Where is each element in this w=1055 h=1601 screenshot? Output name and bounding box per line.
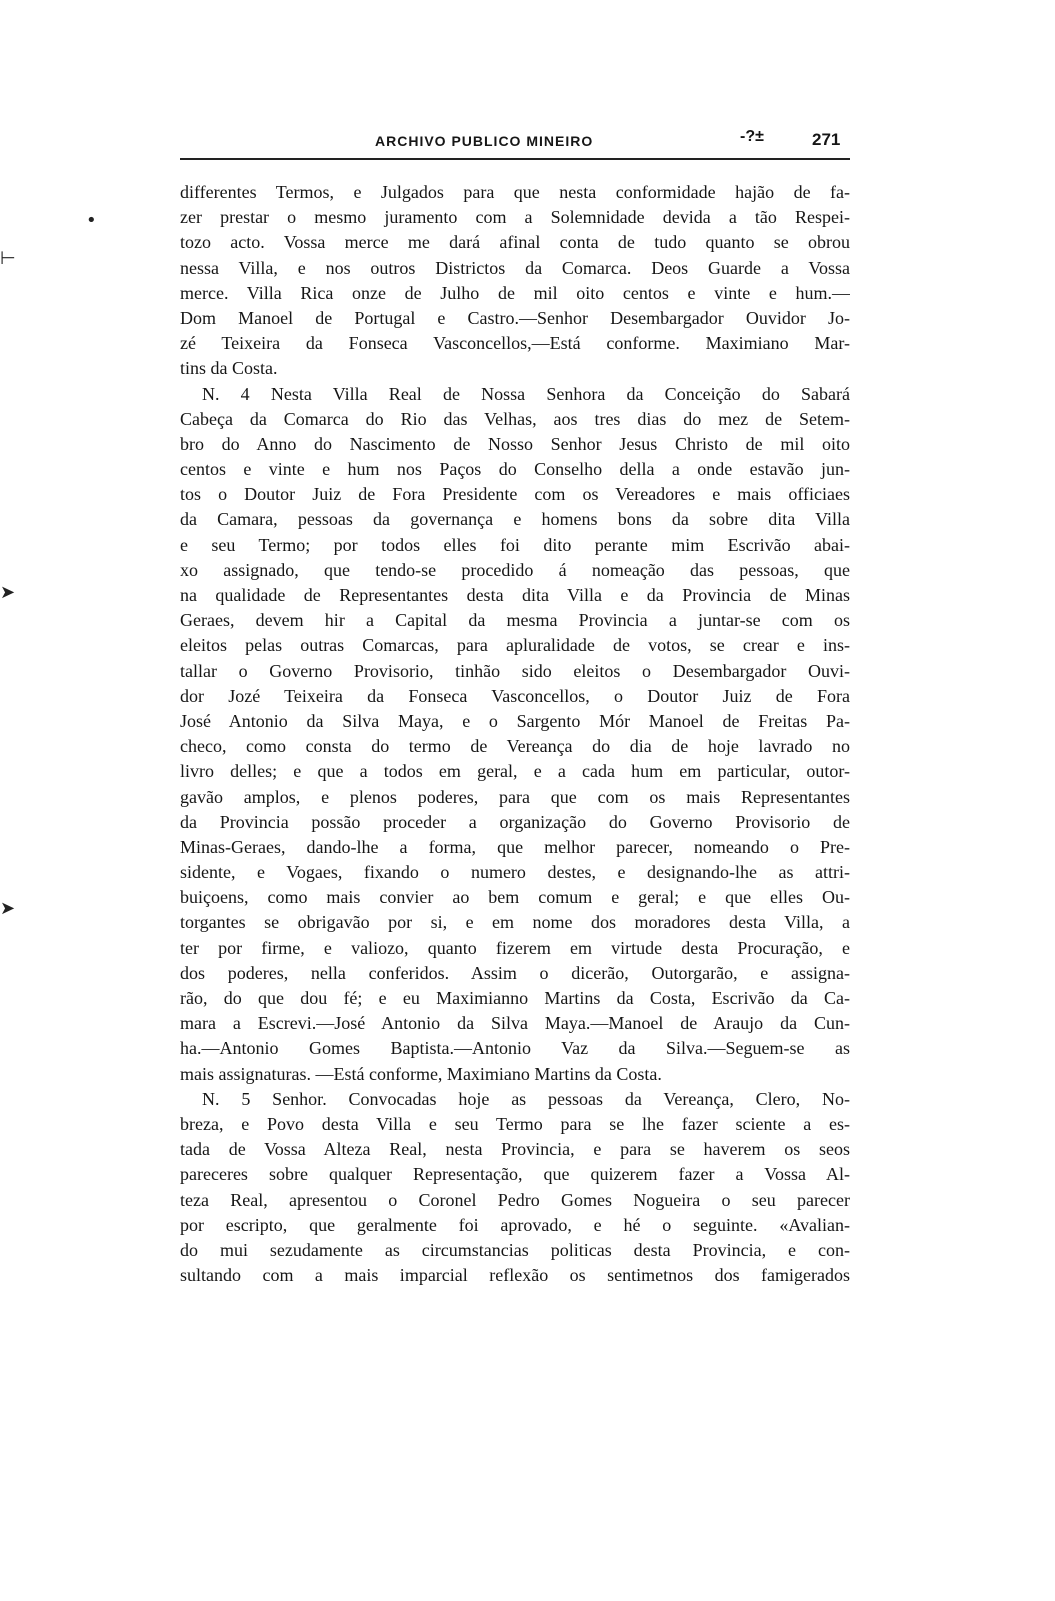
text-line: dor Jozé Teixeira da Fonseca Vasconcellos, o Doutor Juiz de Fora <box>180 685 850 706</box>
header-rule <box>180 158 850 160</box>
margin-tick-icon: ⊢ <box>0 248 16 269</box>
text-line: teza Real, apresentou o Coronel Pedro Gomes Nogueira o seu parecer <box>180 1189 850 1210</box>
text-line: Cabeça da Comarca do Rio das Velhas, aos tres dias do mez de Setem- <box>180 408 850 429</box>
text-line: breza, e Povo desta Villa e seu Termo para se lhe fazer sciente a es- <box>180 1113 850 1134</box>
margin-dot-icon: • <box>86 210 97 231</box>
text-line: tozo acto. Vossa merce me dará afinal conta de tudo quanto se obrou <box>180 232 850 253</box>
text-line: checo, como consta do termo de Vereança do dia de hoje lavrado no <box>180 736 850 757</box>
text-line: livro delles; e que a todos em geral, e a cada hum em particular, outor- <box>180 761 850 782</box>
text-line: torgantes se obrigavão por si, e em nome dos moradores desta Villa, a <box>180 912 850 933</box>
text-line: dos poderes, nella conferidos. Assim o dicerão, Outorgarão, e assigna- <box>180 962 850 983</box>
running-title: ARCHIVO PUBLICO MINEIRO <box>375 133 594 149</box>
text-line: merce. Villa Rica onze de Julho de mil oito centos e vinte e hum.— <box>180 282 850 303</box>
margin-arrow-icon: ➤ <box>0 898 16 919</box>
page-number: 271 <box>812 130 841 149</box>
text-line: mais assignaturas. —Está conforme, Maximiano Martins da Costa. <box>180 1063 662 1084</box>
page-header <box>180 128 850 158</box>
text-line: sultando com a mais imparcial reflexão os sentimetnos dos famigerados <box>180 1265 850 1286</box>
text-line: gavão amplos, e plenos poderes, para que com os mais Representantes <box>180 786 850 807</box>
text-line: nessa Villa, e nos outros Districtos da Comarca. Deos Guarde a Vossa <box>180 257 850 278</box>
text-line: pareceres sobre qualquer Representação, que quizerem fazer a Vossa Al- <box>180 1164 850 1185</box>
text-line: bro do Anno do Nascimento de Nosso Senhor Jesus Christo de mil oito <box>180 433 850 454</box>
text-line: tada de Vossa Alteza Real, nesta Provincia, e para se haverem os seos <box>180 1139 850 1160</box>
text-line: centos e vinte e hum nos Paços do Conselho della a onde estavão jun- <box>180 459 850 480</box>
header-mark: -?± <box>740 128 764 145</box>
text-line: do mui sezudamente as circumstancias politicas desta Provincia, e con- <box>180 1239 850 1260</box>
text-line: N. 4 Nesta Villa Real de Nossa Senhora da Conceição do Sabará <box>202 383 850 404</box>
text-line: José Antonio da Silva Maya, e o Sargento Mór Manoel de Freitas Pa- <box>180 710 850 731</box>
text-line: ter por firme, e valiozo, quanto fizerem em virtude desta Procuração, e <box>180 937 850 958</box>
body-text <box>180 180 850 1288</box>
text-line: rão, do que dou fé; e eu Maximianno Martins da Costa, Escrivão da Ca- <box>180 988 850 1008</box>
margin-arrow-icon: ➤ <box>0 582 16 603</box>
text-line: sidente, e Vogaes, fixando o numero destes, e designando-lhe as attri- <box>180 862 850 883</box>
text-line: xo assignado, que tendo-se procedido á nomeação das pessoas, que <box>180 559 850 580</box>
text-line: Minas-Geraes, dando-lhe a forma, que melhor parecer, nomeando o Pre- <box>180 836 850 857</box>
text-line: N. 5 Senhor. Convocadas hoje as pessoas da Vereança, Clero, No- <box>202 1088 850 1109</box>
text-line: na qualidade de Representantes desta dita Villa e da Provincia de Minas <box>180 585 850 605</box>
text-line: differentes Termos, e Julgados para que nesta conformidade hajão de fa- <box>180 182 850 202</box>
text-line: da Provincia possão proceder a organização do Governo Provisorio de <box>180 811 850 832</box>
text-line: Dom Manoel de Portugal e Castro.—Senhor Desembargador Ouvidor Jo- <box>180 307 850 328</box>
text-line: por escripto, que geralmente foi aprovado, e hé o seguinte. «Avalian- <box>180 1214 850 1235</box>
text-line: tos o Doutor Juiz de Fora Presidente com os Vereadores e mais officiaes <box>180 484 850 505</box>
text-line: zé Teixeira da Fonseca Vasconcellos,—Está conforme. Maximiano Mar- <box>180 333 850 354</box>
text-line: buiçoens, como mais convier ao bem comum e geral; e que elles Ou- <box>180 887 850 908</box>
text-line: zer prestar o mesmo juramento com a Solemnidade devida a tão Respei- <box>180 207 850 228</box>
text-line: e seu Termo; por todos elles foi dito perante mim Escrivão abai- <box>180 534 850 555</box>
text-line: ha.—Antonio Gomes Baptista.—Antonio Vaz da Silva.—Seguem-se as <box>180 1038 850 1059</box>
text-line: tallar o Governo Provisorio, tinhão sido eleitos o Desembargador Ouvi- <box>180 660 850 681</box>
text-line: tins da Costa. <box>180 358 278 379</box>
text-line: eleitos pelas outras Comarcas, para apluralidade de votos, se crear e ins- <box>180 635 850 656</box>
text-line: Geraes, devem hir a Capital da mesma Provincia a juntar-se com os <box>180 610 850 631</box>
text-line: mara a Escrevi.—José Antonio da Silva Maya.—Manoel de Araujo da Cun- <box>180 1013 850 1034</box>
text-line: da Camara, pessoas da governança e homens bons da sobre dita Villa <box>180 509 850 530</box>
